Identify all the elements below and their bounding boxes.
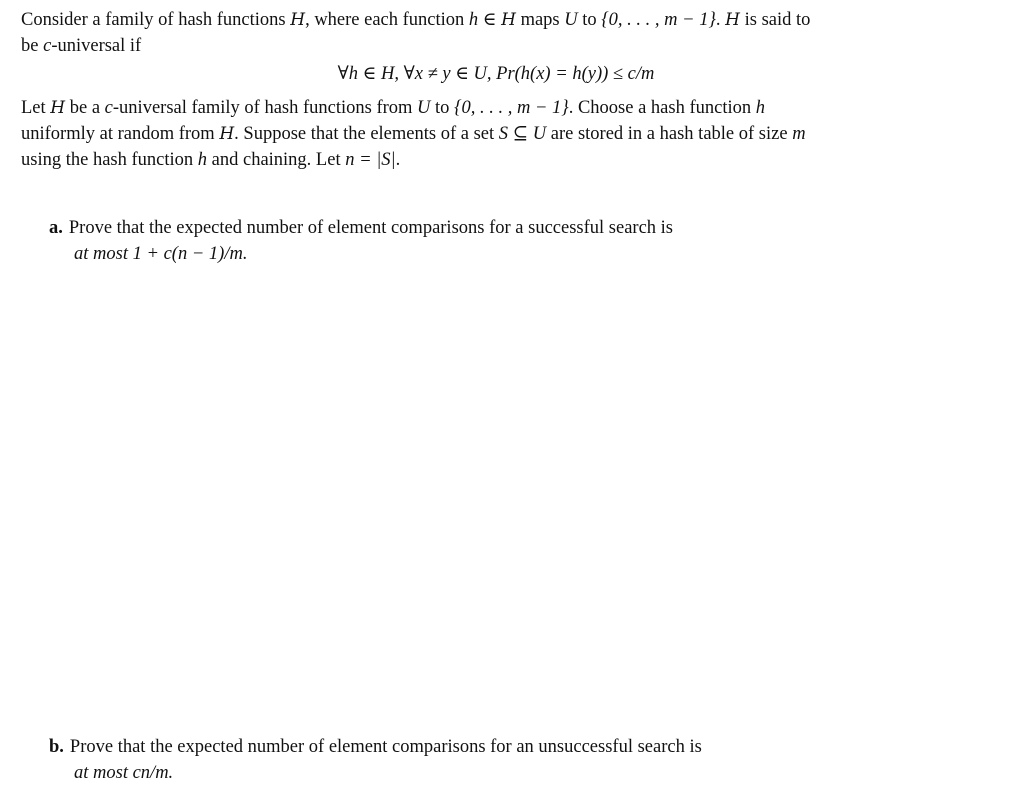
document-body [21, 7, 961, 173]
intro-text: . [715, 10, 726, 30]
math-U: U [564, 10, 578, 30]
setup-text: uniformly at random from [21, 124, 220, 144]
intro-text: to [577, 10, 602, 30]
intro-text: Consider a family of hash functions [21, 10, 291, 30]
math-c: c [43, 36, 52, 56]
hash-family-symbol: H [501, 10, 516, 30]
math-n-equals: n = |S| [345, 150, 396, 170]
setup-text: be a [65, 98, 105, 118]
setup-text: -universal family of hash functions from [112, 98, 418, 118]
problem-statement: Prove that the expected number of element comparisons for an unsuccessful search is [69, 737, 702, 757]
universality-definition [21, 61, 961, 87]
setup-text: using the hash function [21, 150, 198, 170]
problem-label: a. [49, 218, 63, 238]
problem-a [49, 215, 829, 267]
setup-text: Let [21, 98, 51, 118]
problem-statement: Prove that the expected number of element comparisons for a successful search is [68, 218, 673, 238]
intro-text: maps [515, 10, 565, 30]
intro-text: is said to [740, 10, 811, 30]
hash-family-symbol: H [219, 124, 235, 144]
math-h: h [197, 150, 208, 170]
intro-text: be [21, 36, 44, 56]
hash-family-symbol: H [50, 98, 66, 118]
math-range: {0, . . . , m − 1} [601, 10, 716, 30]
setup-text: to [430, 98, 455, 118]
answer-space-a[interactable] [21, 275, 961, 725]
intro-text: -universal if [51, 36, 142, 56]
intro-text: , where each function [305, 10, 469, 30]
definition-formula: ∀h ∈ H, ∀x ≠ y ∈ U, Pr(h(x) = h(y)) ≤ c/m [337, 64, 655, 84]
setup-text: are stored in a hash table of size [546, 124, 793, 144]
problem-b [49, 734, 829, 786]
math-subset: S ⊆ U [498, 124, 547, 144]
math-m: m [792, 124, 806, 144]
math-U: U [417, 98, 431, 118]
math-range: {0, . . . , m − 1} [454, 98, 569, 118]
intro-paragraph [21, 7, 961, 59]
math-h: h [755, 98, 765, 118]
problem-bound: at most cn/m. [74, 763, 174, 783]
setup-text: . Choose a hash function [568, 98, 756, 118]
setup-text: . [395, 150, 401, 170]
setup-paragraph [21, 95, 961, 173]
setup-text: . Suppose that the elements of a set [234, 124, 499, 144]
setup-text: and chaining. Let [207, 150, 346, 170]
math-in: ∈ [478, 10, 502, 30]
hash-family-symbol: H [290, 10, 306, 30]
math-c: c [104, 98, 113, 118]
hash-family-symbol: H [725, 10, 740, 30]
math-h: h [468, 10, 479, 30]
problem-bound: at most 1 + c(n − 1)/m. [74, 244, 248, 264]
problem-label: b. [49, 737, 64, 757]
